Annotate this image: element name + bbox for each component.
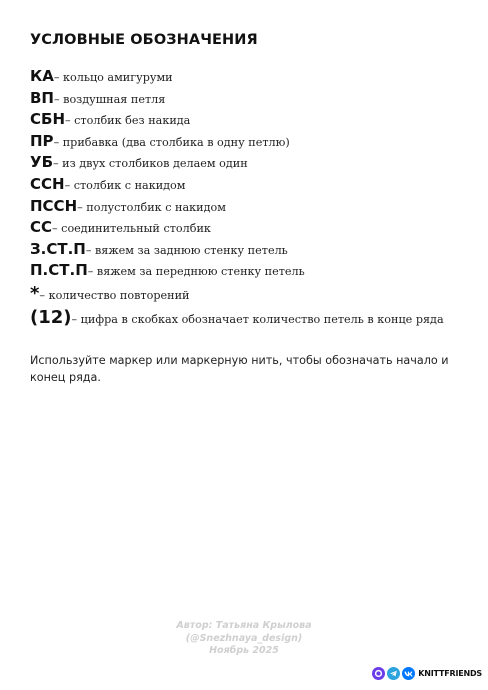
legend-item-ka [30, 67, 470, 89]
legend-abbr: ПССН [30, 196, 78, 215]
marker-note: Используйте маркер или маркерную нить, чтобы обозначать начало и конец ряда. [30, 354, 449, 384]
legend-item-pr [30, 132, 470, 154]
legend-abbr: * [30, 282, 40, 304]
legend-item-zstp [30, 240, 470, 262]
legend-abbr: П.СТ.П [30, 261, 88, 280]
legend-desc: – столбик без накида [65, 114, 191, 128]
vk-icon[interactable] [402, 667, 415, 680]
legend-item-ssn [30, 175, 470, 197]
legend-desc: – из двух столбиков делаем один [53, 157, 248, 171]
brand-badge [372, 667, 482, 680]
legend-desc: – вяжем за переднюю стенку петель [87, 265, 305, 279]
legend-abbr: СС [30, 218, 53, 237]
legend-desc: – вяжем за заднюю стенку петель [85, 243, 288, 257]
legend-abbr: СБН [30, 110, 65, 129]
legend-abbr: З.СТ.П [30, 239, 86, 258]
legend-abbr: КА [30, 67, 54, 85]
max-icon[interactable] [372, 667, 385, 680]
legend-item-repeat [30, 283, 470, 307]
legend-desc: – полустолбик с накидом [77, 200, 226, 214]
page-title: УСЛОВНЫЕ ОБОЗНАЧЕНИЯ [30, 32, 258, 48]
legend-abbr: ПР [30, 131, 54, 150]
legend-abbr: (12) [30, 306, 72, 328]
legend-desc: – воздушная петля [54, 92, 166, 106]
brand-name: KNITTFRIENDS [418, 669, 482, 678]
legend-abbr: ВП [30, 88, 54, 107]
legend-desc: – столбик с накидом [64, 178, 186, 192]
legend-list [30, 67, 470, 331]
legend-abbr: ССН [30, 174, 65, 193]
legend-desc: – кольцо амигуруми [53, 71, 173, 84]
legend-item-ss [30, 218, 470, 240]
credits-date: Ноябрь 2025 [209, 645, 279, 656]
legend-item-pssn [30, 197, 470, 219]
telegram-icon[interactable] [387, 667, 400, 680]
legend-desc: – количество повторений [39, 288, 190, 302]
legend-abbr: УБ [30, 153, 53, 172]
legend-item-pstp [30, 261, 470, 283]
credits-author: Автор: Татьяна Крылова [176, 620, 312, 631]
credits-handle: (@Snezhnaya_design) [185, 632, 303, 644]
legend-item-vp [30, 89, 470, 111]
legend-desc: – цифра в скобках обозначает количество петель в конце ряда [71, 312, 444, 326]
legend-desc: – соединительный столбик [52, 222, 211, 236]
legend-desc: – прибавка (два столбика в одну петлю) [53, 135, 290, 149]
legend-item-sbn [30, 110, 470, 132]
legend-item-ub [30, 153, 470, 175]
credits [0, 620, 488, 658]
legend-item-count [30, 307, 470, 331]
